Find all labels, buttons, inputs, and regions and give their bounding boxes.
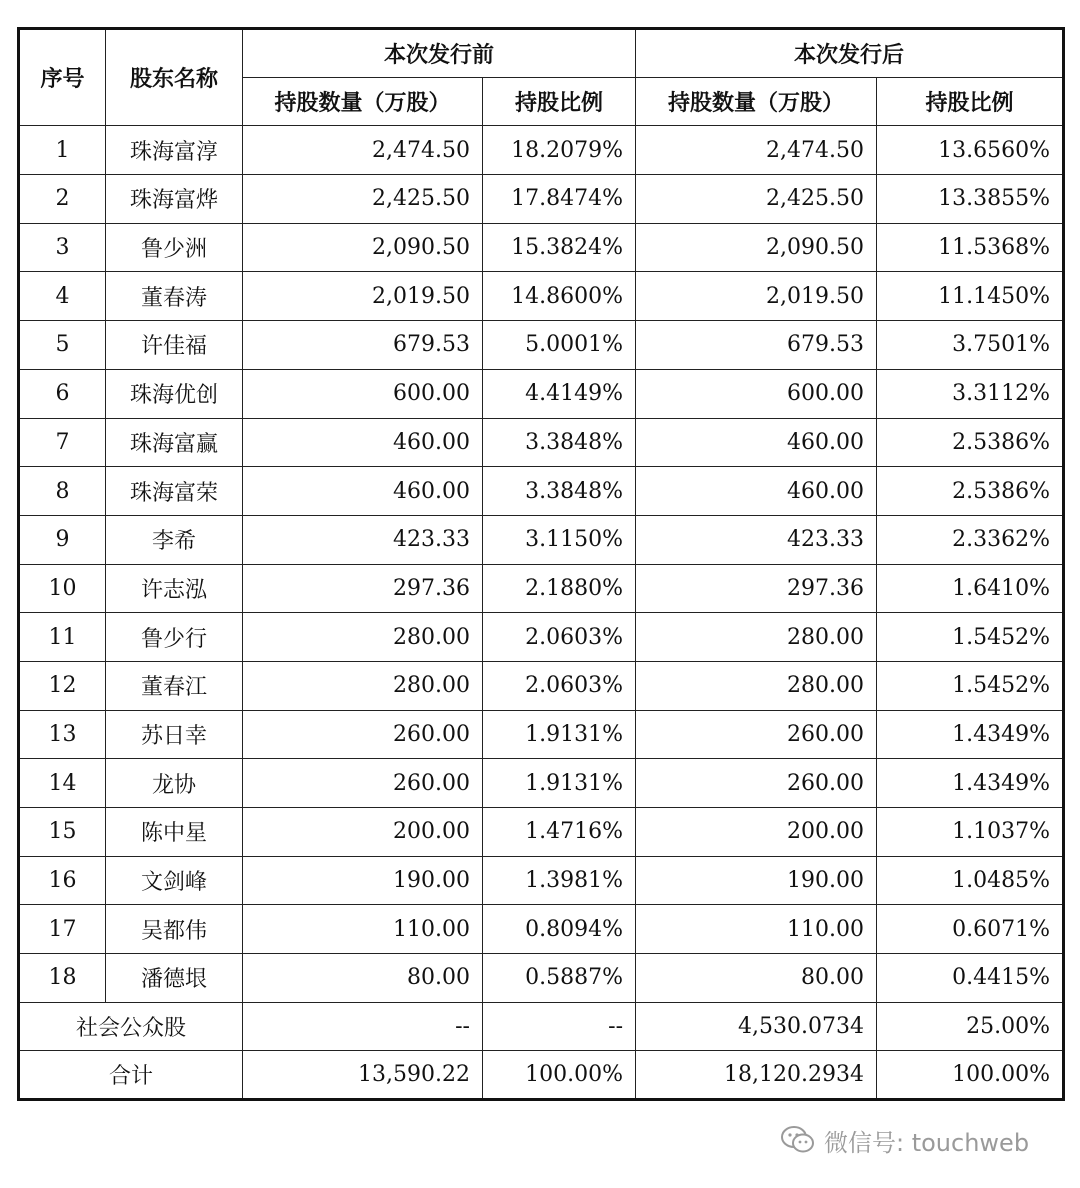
cell-before-shares: 280.00 [243,613,483,662]
cell-before-ratio: 18.2079% [483,126,636,175]
cell-before-shares: 423.33 [243,515,483,564]
cell-before-ratio: 2.0603% [483,661,636,710]
cell-name: 龙协 [106,759,243,808]
cell-index: 14 [19,759,106,808]
cell-name: 许佳福 [106,321,243,370]
cell-index: 1 [19,126,106,175]
cell-index: 6 [19,369,106,418]
cell-name: 苏日幸 [106,710,243,759]
cell-name: 潘德垠 [106,954,243,1003]
cell-after-shares: 460.00 [636,467,877,516]
cell-before-shares: 2,090.50 [243,223,483,272]
table-row [19,418,1064,467]
cell-after-ratio: 1.1037% [877,808,1064,857]
total-label: 合计 [19,1051,243,1100]
cell-index: 18 [19,954,106,1003]
cell-after-ratio: 2.5386% [877,467,1064,516]
cell-index: 3 [19,223,106,272]
total-before-ratio: 100.00% [483,1051,636,1100]
cell-before-ratio: 0.5887% [483,954,636,1003]
table-row [19,321,1064,370]
cell-before-shares: 190.00 [243,856,483,905]
cell-after-ratio: 0.6071% [877,905,1064,954]
cell-index: 16 [19,856,106,905]
cell-before-shares: 260.00 [243,710,483,759]
cell-before-ratio: 3.3848% [483,467,636,516]
cell-before-ratio: 1.9131% [483,710,636,759]
cell-before-ratio: 17.8474% [483,175,636,224]
cell-after-shares: 280.00 [636,661,877,710]
table-row [19,661,1064,710]
header-before-shares: 持股数量（万股） [243,77,483,126]
wechat-icon [780,1125,816,1155]
cell-after-shares: 280.00 [636,613,877,662]
cell-index: 7 [19,418,106,467]
cell-after-shares: 679.53 [636,321,877,370]
cell-before-shares: 110.00 [243,905,483,954]
cell-after-shares: 190.00 [636,856,877,905]
cell-before-ratio: 2.1880% [483,564,636,613]
public-shares-row [19,1002,1064,1051]
cell-index: 15 [19,808,106,857]
cell-name: 鲁少洲 [106,223,243,272]
cell-name: 文剑峰 [106,856,243,905]
cell-before-ratio: 15.3824% [483,223,636,272]
cell-after-shares: 2,474.50 [636,126,877,175]
cell-after-shares: 2,019.50 [636,272,877,321]
cell-before-shares: 297.36 [243,564,483,613]
cell-after-shares: 2,425.50 [636,175,877,224]
cell-index: 17 [19,905,106,954]
cell-name: 董春江 [106,661,243,710]
header-before-group: 本次发行前 [243,29,636,78]
public-before-ratio: -- [483,1002,636,1051]
cell-before-ratio: 1.3981% [483,856,636,905]
table-body [19,126,1064,1100]
public-after-ratio: 25.00% [877,1002,1064,1051]
cell-before-shares: 2,019.50 [243,272,483,321]
cell-after-shares: 2,090.50 [636,223,877,272]
header-after-group: 本次发行后 [636,29,1064,78]
cell-before-ratio: 0.8094% [483,905,636,954]
cell-before-shares: 679.53 [243,321,483,370]
header-after-shares: 持股数量（万股） [636,77,877,126]
cell-after-ratio: 3.3112% [877,369,1064,418]
table-row [19,905,1064,954]
cell-after-shares: 297.36 [636,564,877,613]
cell-after-ratio: 2.5386% [877,418,1064,467]
cell-before-ratio: 3.1150% [483,515,636,564]
table-row [19,710,1064,759]
cell-after-shares: 110.00 [636,905,877,954]
header-name: 股东名称 [106,29,243,126]
header-row-1 [19,29,1064,78]
cell-before-ratio: 4.4149% [483,369,636,418]
cell-before-shares: 2,425.50 [243,175,483,224]
cell-before-shares: 2,474.50 [243,126,483,175]
table-row [19,223,1064,272]
header-after-ratio: 持股比例 [877,77,1064,126]
public-shares-label: 社会公众股 [19,1002,243,1051]
cell-name: 许志泓 [106,564,243,613]
table-row [19,515,1064,564]
total-after-ratio: 100.00% [877,1051,1064,1100]
cell-after-ratio: 1.5452% [877,613,1064,662]
cell-index: 2 [19,175,106,224]
cell-name: 李希 [106,515,243,564]
cell-after-shares: 600.00 [636,369,877,418]
shareholding-table [17,27,1065,1101]
cell-after-shares: 423.33 [636,515,877,564]
cell-after-shares: 460.00 [636,418,877,467]
cell-after-ratio: 13.3855% [877,175,1064,224]
table-row [19,954,1064,1003]
cell-after-ratio: 3.7501% [877,321,1064,370]
cell-index: 13 [19,710,106,759]
table-row [19,369,1064,418]
cell-name: 珠海富烨 [106,175,243,224]
watermark-text: 微信号: touchweb [824,1128,1030,1157]
cell-after-shares: 80.00 [636,954,877,1003]
table-row [19,467,1064,516]
cell-after-ratio: 1.6410% [877,564,1064,613]
table-row [19,613,1064,662]
cell-before-ratio: 14.8600% [483,272,636,321]
cell-index: 9 [19,515,106,564]
cell-name: 珠海富荣 [106,467,243,516]
cell-name: 鲁少行 [106,613,243,662]
cell-after-ratio: 0.4415% [877,954,1064,1003]
cell-before-ratio: 3.3848% [483,418,636,467]
cell-name: 吴都伟 [106,905,243,954]
table-row [19,564,1064,613]
cell-after-ratio: 1.5452% [877,661,1064,710]
cell-before-ratio: 1.9131% [483,759,636,808]
cell-before-shares: 600.00 [243,369,483,418]
total-row [19,1051,1064,1100]
cell-before-ratio: 2.0603% [483,613,636,662]
wechat-watermark [780,1122,1029,1158]
cell-before-shares: 260.00 [243,759,483,808]
cell-index: 11 [19,613,106,662]
table-row [19,808,1064,857]
cell-after-ratio: 11.1450% [877,272,1064,321]
cell-index: 8 [19,467,106,516]
table-row [19,856,1064,905]
cell-after-ratio: 13.6560% [877,126,1064,175]
cell-name: 珠海富赢 [106,418,243,467]
header-index: 序号 [19,29,106,126]
cell-before-shares: 200.00 [243,808,483,857]
cell-name: 董春涛 [106,272,243,321]
table-row [19,126,1064,175]
cell-index: 4 [19,272,106,321]
cell-name: 珠海富淳 [106,126,243,175]
cell-before-ratio: 1.4716% [483,808,636,857]
cell-before-shares: 460.00 [243,467,483,516]
cell-after-shares: 200.00 [636,808,877,857]
header-before-ratio: 持股比例 [483,77,636,126]
cell-after-ratio: 1.4349% [877,710,1064,759]
cell-after-ratio: 1.4349% [877,759,1064,808]
cell-name: 珠海优创 [106,369,243,418]
cell-index: 12 [19,661,106,710]
cell-before-shares: 280.00 [243,661,483,710]
total-before-shares: 13,590.22 [243,1051,483,1100]
total-after-shares: 18,120.2934 [636,1051,877,1100]
public-before-shares: -- [243,1002,483,1051]
cell-before-ratio: 5.0001% [483,321,636,370]
cell-after-ratio: 11.5368% [877,223,1064,272]
cell-after-ratio: 1.0485% [877,856,1064,905]
cell-after-ratio: 2.3362% [877,515,1064,564]
table-row [19,759,1064,808]
cell-before-shares: 80.00 [243,954,483,1003]
table-row [19,175,1064,224]
cell-name: 陈中星 [106,808,243,857]
public-after-shares: 4,530.0734 [636,1002,877,1051]
cell-index: 5 [19,321,106,370]
table-row [19,272,1064,321]
cell-after-shares: 260.00 [636,710,877,759]
cell-after-shares: 260.00 [636,759,877,808]
cell-index: 10 [19,564,106,613]
cell-before-shares: 460.00 [243,418,483,467]
